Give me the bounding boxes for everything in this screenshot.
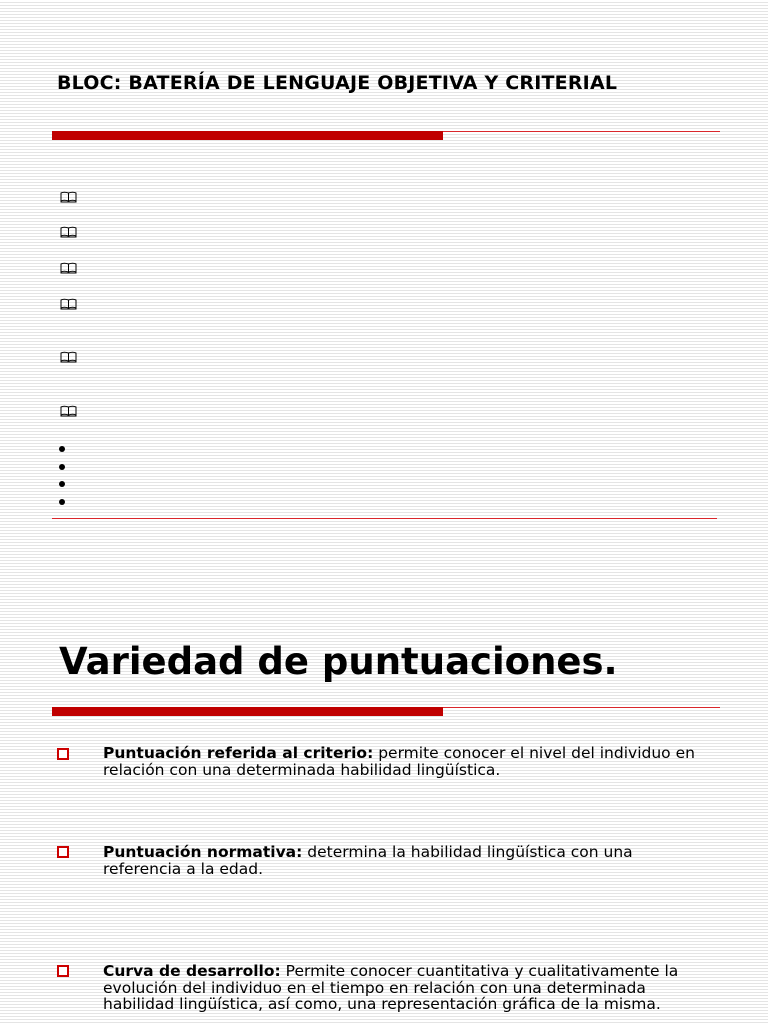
bullet-dot [59, 446, 65, 452]
slide-separator [52, 518, 717, 519]
slide2-title: Variedad de puntuaciones. [59, 640, 618, 683]
slide1-title: BLOC: BATERÍA DE LENGUAJE OBJETIVA Y CRITERIAL [57, 72, 618, 94]
bullet-dot [59, 499, 65, 505]
book-icon [60, 405, 77, 417]
bullet-dot [59, 481, 65, 487]
book-icon [60, 262, 77, 274]
list-item [103, 745, 703, 778]
rule-thin [443, 131, 720, 132]
item-term: Curva de desarrollo: [103, 962, 281, 980]
list-item [103, 844, 703, 877]
square-bullet-icon [57, 965, 69, 977]
item-text: permite conocer el nivel del individuo en relación con una determinada habilidad lingüística. [103, 744, 695, 779]
rule-thick [52, 131, 443, 140]
book-icon [60, 351, 77, 363]
item-term: Puntuación referida al criterio: [103, 744, 374, 762]
square-bullet-icon [57, 846, 69, 858]
book-icon [60, 226, 77, 238]
book-icon [60, 191, 77, 203]
item-term: Puntuación normativa: [103, 843, 303, 861]
rule-thick [52, 707, 443, 716]
list-item [103, 963, 703, 1013]
book-icon [60, 298, 77, 310]
item-text: determina la habilidad lingüística con una referencia a la edad. [103, 843, 633, 878]
square-bullet-icon [57, 748, 69, 760]
bullet-dot [59, 464, 65, 470]
item-text: Permite conocer cuantitativa y cualitativamente la evolución del individuo en el tiempo en relación con una determinada habilidad lingüística, así como, una representación gráfica de la misma. [103, 962, 679, 1013]
rule-thin [443, 707, 720, 708]
